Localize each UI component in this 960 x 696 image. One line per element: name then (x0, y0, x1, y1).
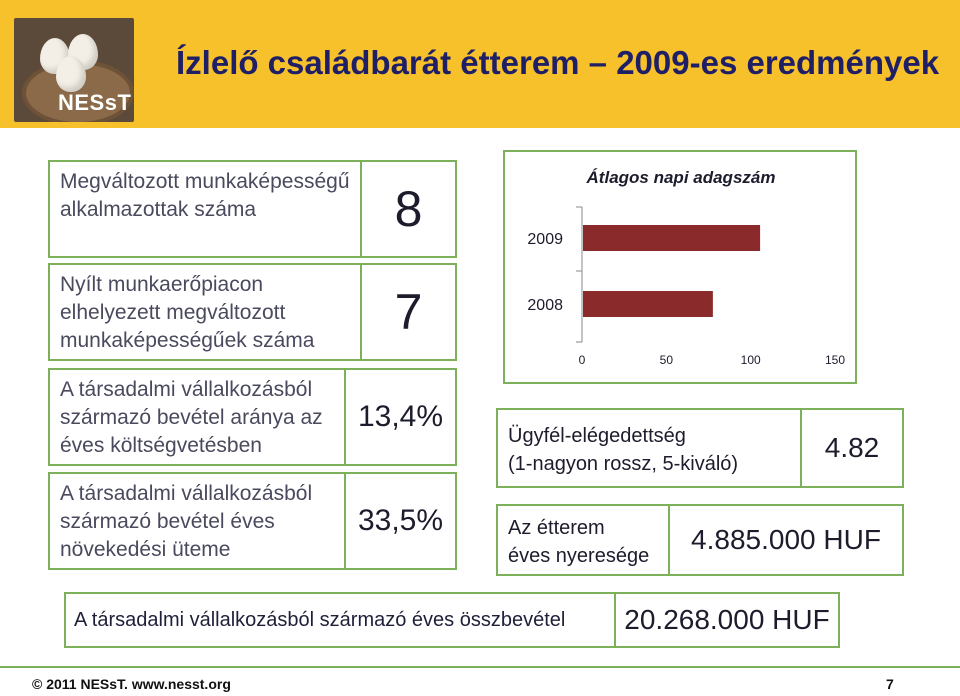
footer (0, 666, 960, 696)
metric-label: A társadalmi vállalkozásból származó bevétel aránya az éves költségvetésben (60, 378, 323, 457)
profit-label-box (496, 504, 670, 576)
chart-category-label: 2009 (527, 231, 563, 248)
metric-label: Megváltozott munkaképességű alkalmazottak száma (60, 170, 350, 221)
profit-value-box (668, 504, 904, 576)
metric-value-box (344, 368, 457, 466)
chart-x-tick-label: 150 (824, 353, 846, 367)
metric-value-box (344, 472, 457, 570)
page-number: 7 (886, 676, 894, 692)
chart-x-tick-label: 100 (740, 353, 761, 367)
logo-text: NESsT (58, 90, 132, 115)
satisfaction-label-box (496, 408, 802, 488)
page-title: Ízlelő családbarát étterem – 2009-es eredmények (176, 44, 940, 81)
metric-label-box (48, 472, 346, 570)
metric-value-box (360, 263, 457, 361)
bar-chart (503, 150, 857, 384)
nesst-logo (14, 18, 134, 122)
profit-label: Az étterem (508, 517, 605, 539)
metric-label-box (48, 368, 346, 466)
satisfaction-scale: (1-nagyon rossz, 5-kiváló) (508, 453, 739, 475)
chart-bar (583, 291, 713, 317)
total-label: A társadalmi vállalkozásból származó éves összbevétel (74, 609, 566, 631)
metric-label: A társadalmi vállalkozásból származó bevétel éves növekedési üteme (60, 482, 313, 561)
chart-svg (505, 152, 855, 382)
metric-value: 33,5% (357, 504, 444, 537)
profit-value: 4.885.000 HUF (691, 524, 881, 555)
metric-label-box (48, 160, 362, 258)
profit-label-2: éves nyeresége (508, 545, 650, 567)
chart-x-tick-label: 50 (659, 353, 674, 367)
footer-copyright: © 2011 NESsT. www.nesst.org (32, 676, 231, 692)
chart-title: Átlagos napi adagszám (586, 168, 776, 187)
chart-bar (583, 225, 760, 251)
chart-category-label: 2008 (527, 297, 563, 314)
total-value-box (614, 592, 840, 648)
egg-graphic (56, 56, 86, 92)
total-value: 20.268.000 HUF (624, 604, 830, 635)
metric-value-box (360, 160, 457, 258)
total-label-box (64, 592, 616, 648)
chart-x-tick-label: 0 (578, 353, 586, 367)
satisfaction-label: Ügyfél-elégedettség (508, 425, 686, 447)
satisfaction-value-box (800, 408, 904, 488)
metric-label: Nyílt munkaerőpiacon elhelyezett megváltozott munkaképességűek száma (60, 273, 315, 352)
satisfaction-value: 4.82 (824, 432, 880, 463)
metric-label-box (48, 263, 362, 361)
metric-value: 13,4% (357, 400, 444, 433)
metric-value: 7 (394, 284, 423, 340)
metric-value: 8 (394, 181, 423, 237)
